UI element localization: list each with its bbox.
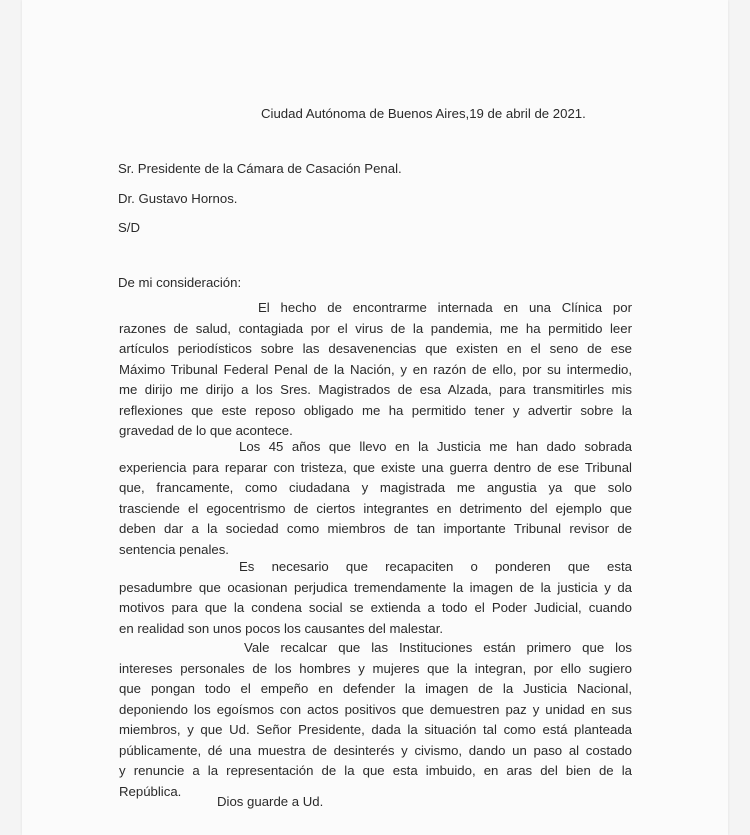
paragraph-4 [119, 638, 632, 802]
recipient-sd: S/D [118, 220, 140, 235]
paragraph-line: El hecho de encontrarme internada en una Clínica por [258, 300, 632, 315]
paragraph-line: intereses personales de los hombres y mujeres que la integran, por ello sugiero [119, 660, 632, 676]
paragraph-line: sentencia penales. [119, 541, 229, 557]
paragraph-line: me dirijo me dirijo a los Sres. Magistrados de esa Alzada, para transmitirles mis [119, 382, 632, 397]
paragraph-line: Vale recalcar que las Instituciones están primero que los [244, 640, 632, 655]
paragraph-line: experiencia para reparar con tristeza, que existe una guerra dentro de ese Tribunal [119, 459, 632, 475]
paragraph-line: deponiendo los egoísmos con actos positivos que demuestren paz y unidad en sus [119, 701, 632, 717]
paragraph-line: artículos periodísticos sobre las desavenencias que existen en el seno de ese [119, 341, 632, 356]
paragraph-line: deben dar a la sociedad como miembros de tan importante Tribunal revisor de [119, 521, 632, 536]
paragraph-line: que, francamente, como ciudadana y magistrada me angustia ya que solo [119, 480, 632, 495]
closing: Dios guarde a Ud. [217, 794, 324, 809]
paragraph-1 [119, 298, 632, 442]
paragraph-line: República. [119, 783, 182, 799]
paragraph-2 [119, 437, 632, 560]
paragraph-line: que pongan todo el empeño en defender la imagen de la Justicia Nacional, [119, 681, 632, 696]
letter-page [22, 0, 728, 835]
paragraph-line: Máximo Tribunal Federal Penal de la Nación, y en razón de ello, por su intermedio, [119, 361, 632, 377]
paragraph-line: públicamente, dé una muestra de desinterés y civismo, dando un paso al costado [119, 742, 632, 758]
paragraph-line: y renuncie a la representación de la que esta imbuido, en aras del bien de la [119, 763, 632, 778]
paragraph-line: pesadumbre que ocasionan perjudica tremendamente la imagen de la justicia y da [119, 579, 632, 595]
paragraph-line: Es necesario que recapaciten o ponderen que esta [239, 559, 632, 574]
paragraph-line: reflexiones que este reposo obligado me ha permitido tener y advertir sobre la [119, 402, 632, 418]
paragraph-line: gravedad de lo que acontece. [119, 423, 293, 438]
date-line: Ciudad Autónoma de Buenos Aires,19 de abril de 2021. [261, 106, 586, 121]
paragraph-line: razones de salud, contagiada por el virus de la pandemia, me ha permitido leer [119, 320, 632, 336]
recipient-name: Dr. Gustavo Hornos. [118, 191, 238, 206]
paragraph-line: en realidad son unos pocos los causantes del malestar. [119, 620, 444, 636]
paragraph-3 [119, 557, 632, 639]
recipient-title: Sr. Presidente de la Cámara de Casación Penal. [118, 161, 402, 176]
paragraph-line: trasciende el egocentrismo de ciertos integrantes en detrimento del ejemplo que [119, 500, 632, 516]
salutation: De mi consideración: [118, 275, 242, 290]
paragraph-line: miembros, y que Ud. Señor Presidente, dada la situación tal como está planteada [119, 722, 632, 737]
paragraph-line: Los 45 años que llevo en la Justicia me han dado sobrada [239, 439, 632, 454]
paragraph-line: motivos para que la condena social se extienda a todo el Poder Judicial, cuando [119, 600, 632, 615]
